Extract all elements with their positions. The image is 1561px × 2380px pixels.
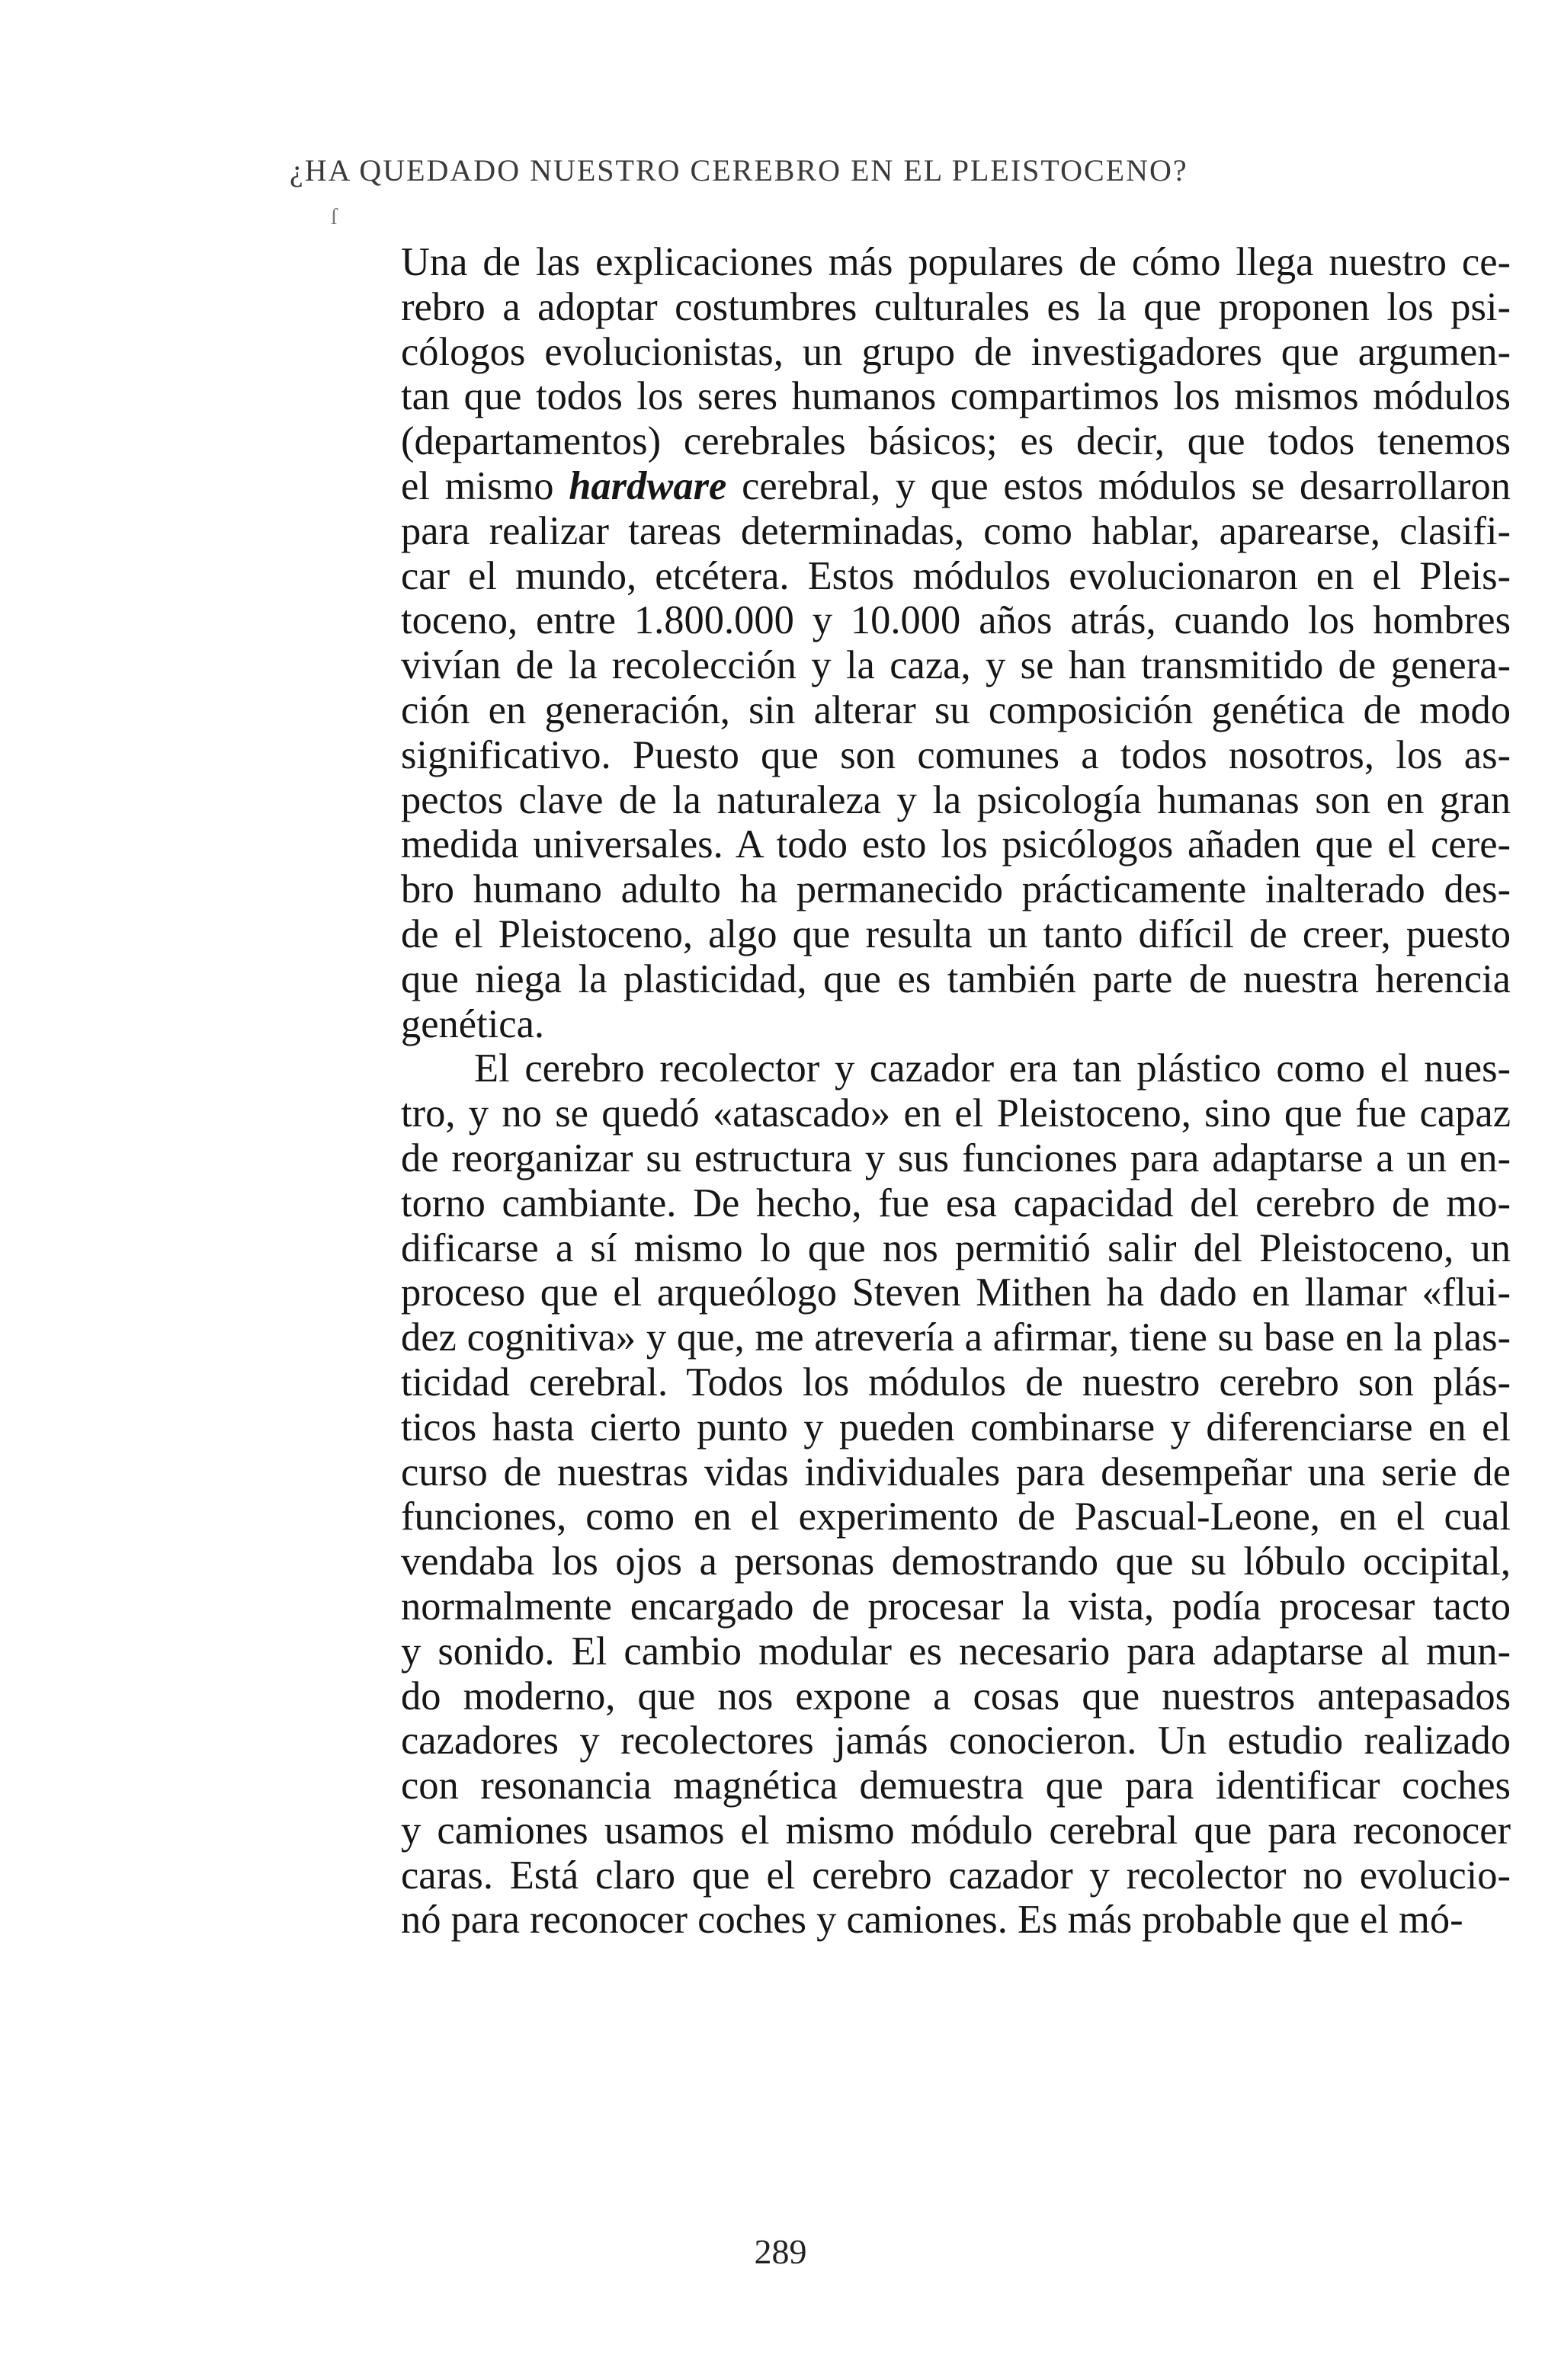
text-line: cólogos evolucionistas, un grupo de investigadores que argumen- [401,329,1511,374]
paragraph-1 [401,240,1511,1046]
text-line: ticos hasta cierto punto y pueden combinarse y diferenciarse en el [401,1405,1511,1449]
text-line: dificarse a sí mismo lo que nos permitió salir del Pleistoceno, un [401,1225,1511,1270]
text-line: torno cambiante. De hecho, fue esa capacidad del cerebro de mo- [401,1180,1511,1225]
text-line: tro, y no se quedó «atascado» en el Pleistoceno, sino que fue capaz [401,1091,1511,1136]
text-line: y sonido. El cambio modular es necesario para adaptarse al mun- [401,1629,1511,1674]
page-number: 289 [754,2232,807,2271]
body-text [401,240,1511,1943]
text-line: vivían de la recolección y la caza, y se han transmitido de genera- [401,643,1511,688]
text-line: medida universales. A todo esto los psicólogos añaden que el cere- [401,822,1511,867]
text-line: ticidad cerebral. Todos los módulos de nuestro cerebro son plás- [401,1360,1511,1405]
text-line: El cerebro recolector y cazador era tan plástico como el nues- [474,1046,1511,1091]
text-line: (departamentos) cerebrales básicos; es decir, que todos tenemos [401,419,1511,464]
text-line: curso de nuestras vidas individuales para desempeñar una serie de [401,1449,1511,1494]
text-line: toceno, entre 1.800.000 y 10.000 años atrás, cuando los hombres [401,598,1511,643]
text-line: dez cognitiva» y que, me atrevería a afirmar, tiene su base en la plas- [401,1315,1511,1360]
text-line: funciones, como en el experimento de Pascual-Leone, en el cual [401,1494,1511,1539]
text-line: de el Pleistoceno, algo que resulta un tanto difícil de creer, puesto [401,911,1511,956]
text-line: do moderno, que nos expone a cosas que nuestros antepasados [401,1674,1511,1719]
text-line: proceso que el arqueólogo Steven Mithen ha dado en llamar «flui- [401,1270,1511,1315]
text-line: pectos clave de la naturaleza y la psicología humanas son en gran [401,777,1511,822]
text-line: car el mundo, etcétera. Estos módulos evolucionaron en el Pleis- [401,553,1511,598]
text-line: de reorganizar su estructura y sus funciones para adaptarse a un en- [401,1136,1511,1180]
text-line: Una de las explicaciones más populares de cómo llega nuestro ce- [401,240,1511,284]
text-line: genética. [401,1001,545,1046]
text-line: nó para reconocer coches y camiones. Es más probable que el mó- [401,1898,1463,1943]
text-line: significativo. Puesto que son comunes a todos nosotros, los as- [401,732,1511,777]
text-line: rebro a adoptar costumbres culturales es la que proponen los psi- [401,284,1511,329]
text-line: cazadores y recolectores jamás conocieron. Un estudio realizado [401,1719,1511,1763]
text-line: normalmente encargado de procesar la vista, podía procesar tacto [401,1584,1511,1629]
text-line: tan que todos los seres humanos compartimos los mismos módulos [401,374,1511,419]
text-line: caras. Está claro que el cerebro cazador y recolector no evolucio- [401,1853,1511,1898]
running-head: ¿HA QUEDADO NUESTRO CEREBRO EN EL PLEISTOCENO? [290,153,1188,187]
text-line: para realizar tareas determinadas, como hablar, aparearse, clasifi- [401,508,1511,553]
text-line: el mismo hardware cerebral, y que estos módulos se desarrollaron [401,463,1511,508]
paragraph-2 [401,1046,1511,1943]
text-line: vendaba los ojos a personas demostrando que su lóbulo occipital, [401,1539,1511,1584]
text-line: y camiones usamos el mismo módulo cerebral que para reconocer [401,1808,1511,1853]
stray-mark: ſ [331,204,338,229]
text-line: bro humano adulto ha permanecido prácticamente inalterado des- [401,867,1511,912]
text-line: con resonancia magnética demuestra que para identificar coches [401,1763,1511,1808]
text-line: que niega la plasticidad, que es también parte de nuestra herencia [401,956,1511,1001]
text-line: ción en generación, sin alterar su composición genética de modo [401,687,1511,732]
